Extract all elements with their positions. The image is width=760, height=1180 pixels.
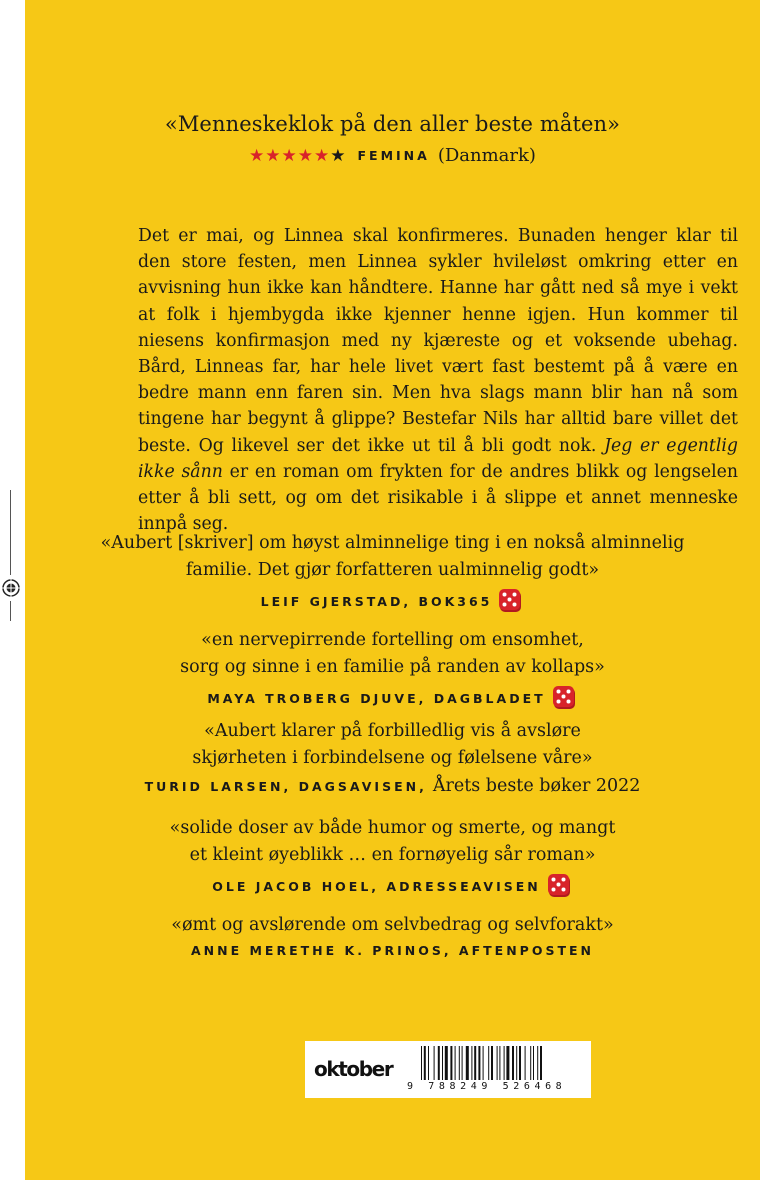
review-2 — [25, 627, 760, 711]
barcode-bar — [499, 1046, 500, 1080]
barcode-bar — [506, 1046, 509, 1080]
barcode-panel — [305, 1041, 591, 1098]
red-stars-icon: ★★★★★ — [249, 145, 331, 166]
barcode-bar — [537, 1046, 538, 1080]
review-3 — [25, 718, 760, 796]
barcode-bar — [504, 1046, 505, 1080]
review-source: TURID LARSEN, DAGSAVISEN, — [144, 778, 427, 794]
barcode — [421, 1046, 581, 1080]
barcode-bar — [516, 1046, 517, 1080]
review-note: Årets beste bøker 2022 — [432, 776, 641, 796]
barcode-bar — [471, 1046, 472, 1080]
barcode-bar — [445, 1046, 448, 1080]
barcode-bar — [442, 1046, 443, 1080]
review-quote-line-1: «Aubert klarer på forbilledlig vis å avsløre — [204, 721, 581, 741]
die-five-icon — [498, 588, 524, 614]
die-five-icon — [547, 873, 573, 899]
barcode-bar — [491, 1046, 493, 1080]
crop-line-bottom — [10, 601, 11, 621]
barcode-bar — [466, 1046, 469, 1080]
back-cover — [25, 0, 760, 1180]
black-star-icon: ★ — [330, 145, 346, 166]
barcode-bar — [533, 1046, 534, 1080]
crop-line-top — [10, 490, 11, 575]
review-quote-line-2: sorg og sinne i en familie på randen av kollaps» — [180, 657, 605, 677]
registration-mark-icon — [0, 577, 22, 599]
review-quote-line-1: «ømt og avslørende om selvbedrag og selvforakt» — [171, 915, 614, 935]
barcode-bar — [450, 1046, 452, 1080]
book-title: Jeg er egentlig ikke sånn — [138, 435, 738, 482]
review-4 — [25, 815, 760, 899]
review-quote-line-1: «solide doser av både humor og smerte, og mangt — [169, 818, 616, 838]
barcode-bar — [434, 1046, 435, 1080]
review-attribution — [25, 776, 760, 796]
barcode-bar — [478, 1046, 480, 1080]
barcode-bar — [438, 1046, 440, 1080]
headline-quote: «Menneskeklok på den aller beste måten» — [164, 112, 621, 136]
review-source: ANNE MERETHE K. PRINOS, AFTENPOSTEN — [191, 943, 594, 958]
review-attribution — [25, 873, 760, 899]
rating-country: (Danmark) — [437, 145, 536, 166]
review-source: LEIF GJERSTAD, BOK365 — [260, 593, 493, 609]
review-1 — [25, 530, 760, 614]
barcode-bar — [488, 1046, 489, 1080]
barcode-bar — [540, 1046, 542, 1080]
barcode-bar — [424, 1046, 426, 1080]
review-5 — [25, 912, 760, 958]
publisher-logo: oktober — [314, 1057, 393, 1081]
review-attribution — [25, 943, 760, 958]
barcode-bar — [483, 1046, 484, 1080]
barcode-bar — [455, 1046, 456, 1080]
barcode-bar — [497, 1046, 498, 1080]
blurb-part-1: Det er mai, og Linnea skal konfirmeres. Bunaden henger klar til den store festen, men Linnea sykler hvileløst omkring etter en avvisning hun ikke kan håndtere. Hanne har gått ned så mye i vekt at folk i hjembygda ikke kjenner henne igjen. Hun kommer til niesens konfirmasjon med ny kjæreste og et voksende ubehag. Bård, Linneas far, har hele livet vært fast bestemt på å være en bedre mann enn faren sin. Men hva slags mann blir han nå som tingene har begynt å glippe? Bestefar Nils har alltid bare villet det beste. Og likevel ser det ikke ut til å bli godt nok. — [138, 226, 738, 456]
barcode-bar — [462, 1046, 463, 1080]
review-quote-line-2: familie. Det gjør forfatteren ualminnelig godt» — [185, 560, 600, 580]
rating-source: FEMINA — [357, 148, 430, 163]
barcode-bar — [474, 1046, 476, 1080]
review-attribution — [25, 685, 760, 711]
barcode-bar — [421, 1046, 422, 1080]
barcode-bar — [525, 1046, 526, 1080]
rating-line — [25, 145, 760, 166]
review-source: OLE JACOB HOEL, ADRESSEAVISEN — [212, 878, 541, 894]
blurb — [138, 223, 738, 537]
barcode-bar — [519, 1046, 521, 1080]
review-quote-line-2: et kleint øyeblikk … en fornøyelig sår roman» — [189, 845, 596, 865]
barcode-bar — [530, 1046, 531, 1080]
review-quote-line-1: «en nervepirrende fortelling om ensomhet, — [201, 630, 584, 650]
isbn-number: 9 788249 526468 — [407, 1081, 567, 1092]
review-quote-line-2: skjørheten i forbindelsene og følelsene våre» — [192, 748, 593, 768]
barcode-bar — [428, 1046, 429, 1080]
review-attribution — [25, 588, 760, 614]
review-source: MAYA TROBERG DJUVE, DAGBLADET — [207, 690, 546, 706]
blurb-part-2: er en roman om frykten for de andres blikk og lengselen etter å bli sett, og om det risikable i å slippe et annet menneske innpå seg. — [138, 461, 738, 535]
review-quote-line-1: «Aubert [skriver] om høyst alminnelige ting i en nokså alminnelig — [100, 533, 685, 553]
die-five-icon — [552, 685, 578, 711]
barcode-bar — [512, 1046, 514, 1080]
barcode-bar — [459, 1046, 460, 1080]
